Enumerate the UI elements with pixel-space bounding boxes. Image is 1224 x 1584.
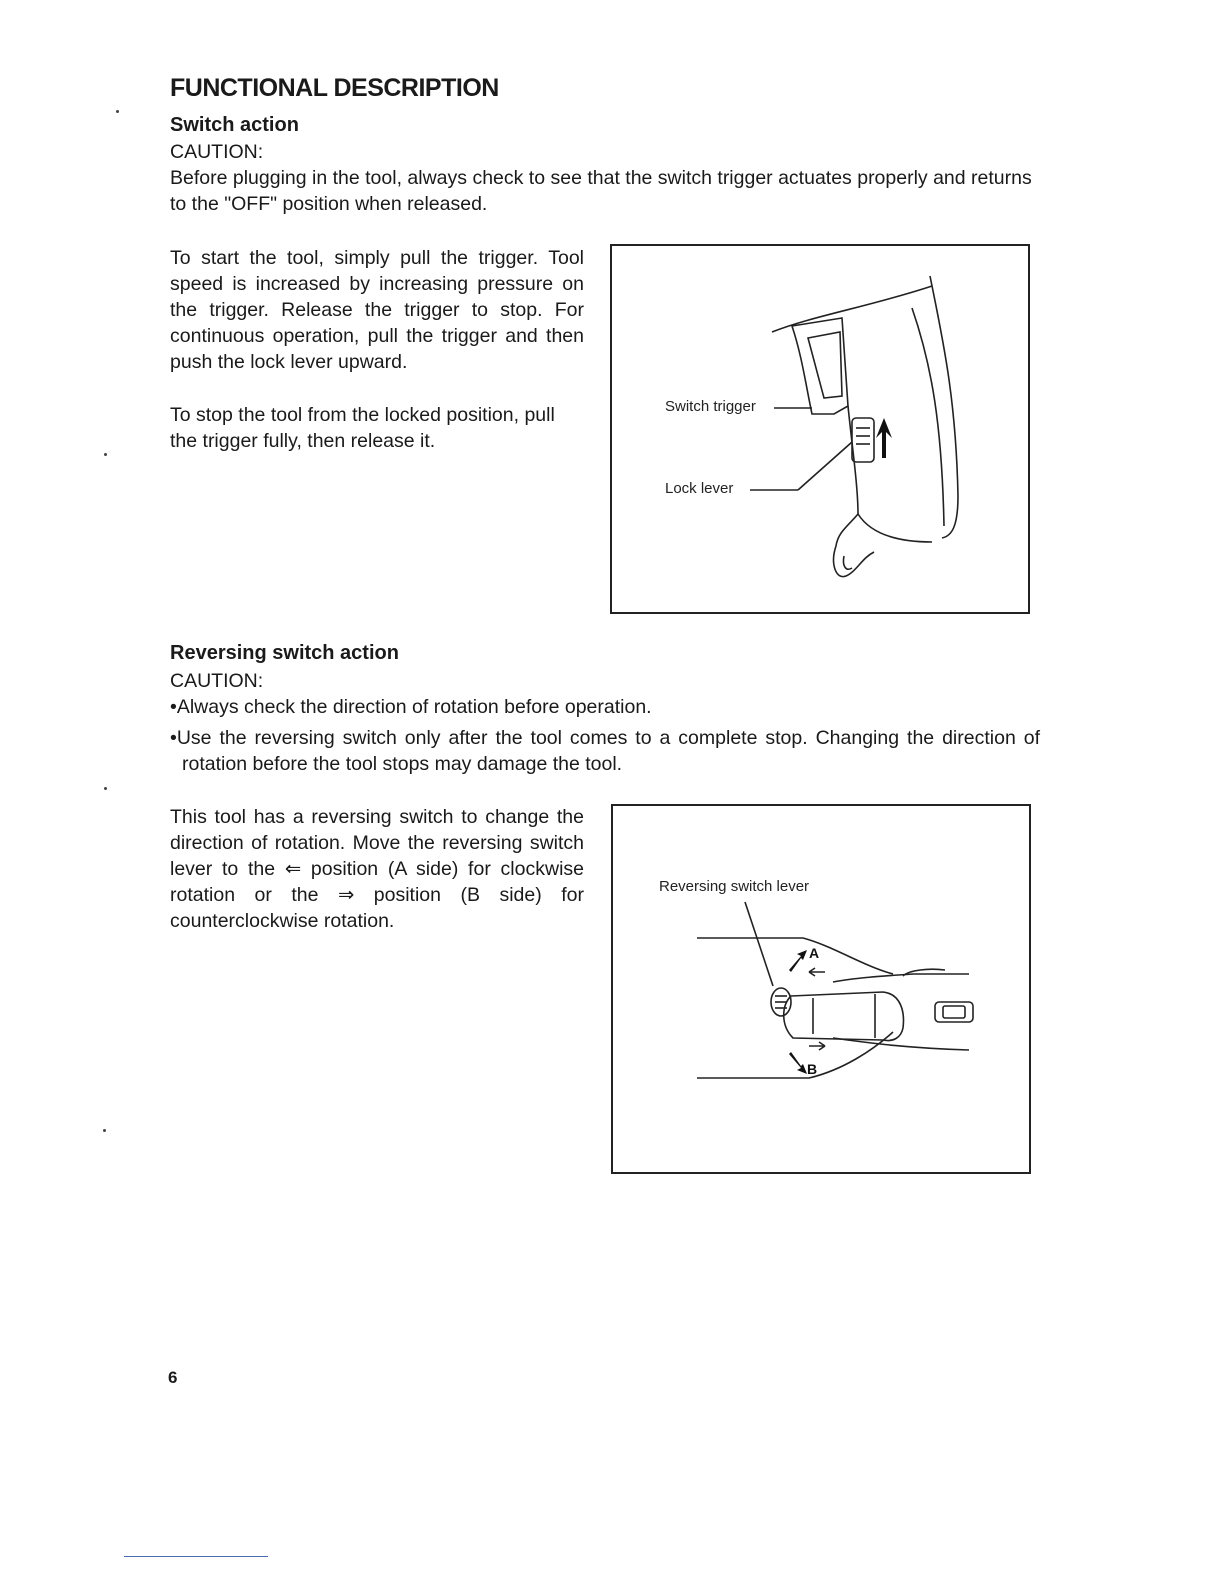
switch-action-heading: Switch action <box>170 114 299 136</box>
reversing-bullet-2: •Use the reversing switch only after the tool comes to a complete stop. Changing the direction of rotation before the tool stops may damage the tool. <box>170 727 1040 775</box>
switch-action-body-2: To stop the tool from the locked position, pull the trigger fully, then release it. <box>170 404 555 452</box>
reversing-heading: Reversing switch action <box>170 642 399 664</box>
switch-action-body-1: To start the tool, simply pull the trigger. Tool speed is increased by increasing pressure on the trigger. Release the trigger to stop. For continuous operation, pull the trigger and then push the lock lever upward. <box>170 247 584 373</box>
reversing-bullet-1: •Always check the direction of rotation before operation. <box>170 696 652 718</box>
switch-trigger-figure <box>610 244 1030 614</box>
switch-action-caution-text: Before plugging in the tool, always check to see that the switch trigger actuates properly and returns to the "OFF" position when released. <box>170 167 1032 215</box>
switch-trigger-label: Switch trigger <box>665 398 756 415</box>
reversing-switch-illustration <box>613 806 1029 1172</box>
scan-speck <box>116 110 119 113</box>
reversing-switch-figure <box>611 804 1031 1174</box>
b-side-label: B <box>807 1061 818 1077</box>
reversing-body: This tool has a reversing switch to change the direction of rotation. Move the reversing switch lever to the ⇐ position (A side) for clockwise rotation or the ⇒ position (B side) for counterclockwise rotation. <box>170 806 584 932</box>
page-title: FUNCTIONAL DESCRIPTION <box>170 74 499 102</box>
scan-speck <box>103 1129 106 1132</box>
drill-handle-illustration <box>612 246 1028 612</box>
page-number: 6 <box>168 1368 178 1387</box>
a-side-label: A <box>809 945 820 961</box>
switch-action-caution-label: CAUTION: <box>170 141 264 163</box>
footer-line <box>124 1556 268 1557</box>
scan-speck <box>104 453 107 456</box>
lock-lever-label: Lock lever <box>665 480 734 497</box>
reversing-caution-label: CAUTION: <box>170 670 264 692</box>
reversing-switch-lever-label: Reversing switch lever <box>659 878 810 895</box>
scan-speck <box>104 787 107 790</box>
